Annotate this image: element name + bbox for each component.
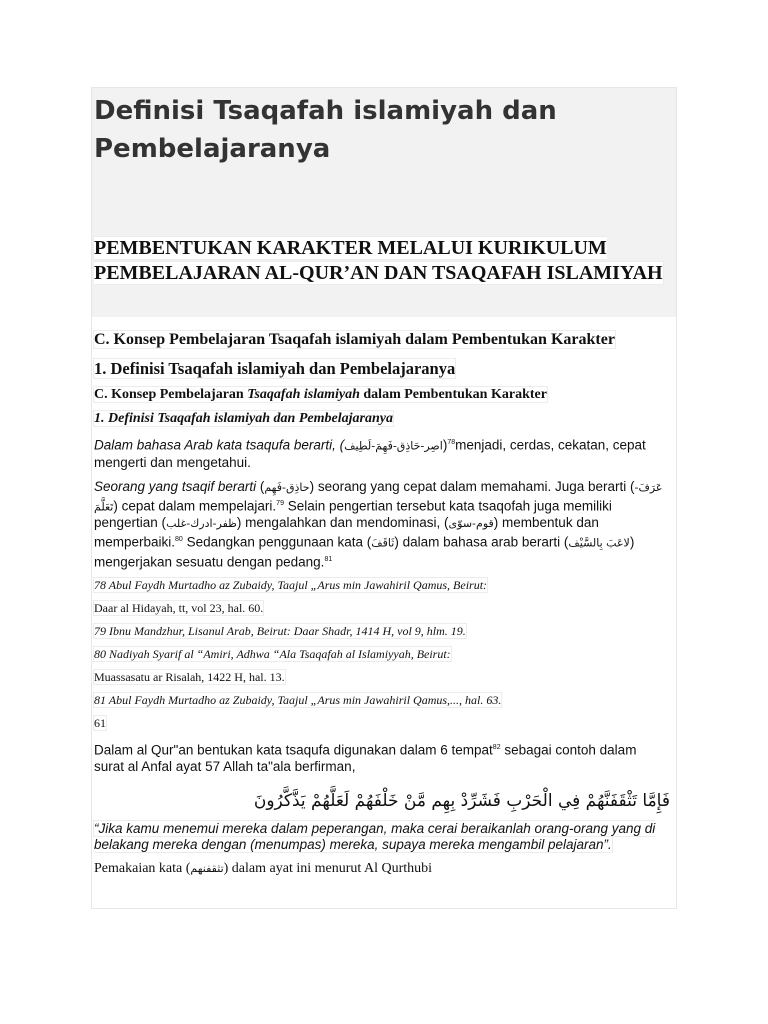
paragraph-3 (94, 740, 670, 775)
para2-arabic3: ظفر-ادرك-غلب (166, 517, 237, 530)
quran-verse: فَإِمَّا تَثْقَفَنَّهُمْ فِي الْحَرْبِ فَشَرِّدْ بِهِم مَّنْ خَلْفَهُمْ لَعَلَّهُمْ يَذَّكَّرُونَ (253, 790, 670, 811)
footnote-78b-text: Daar al Hidayah, tt, vol 23, hal. 60. (94, 601, 264, 615)
para2-arabic5: ثَاقَفَ (371, 536, 395, 550)
para2-t2: cepat dalam mempelajari. (117, 498, 277, 513)
document-subtitle (94, 236, 664, 286)
section-c-small-italic: Tsaqafah islamiyah (247, 387, 360, 402)
section-1-small: 1. Definisi Tsaqafah islamiyah dan Pembelajaranya (94, 411, 393, 426)
footnote-81-text: 81 Abul Faydh Murtadho az Zubaidy, Taajul „Arus min Jawahiril Qamus,..., hal. 63. (94, 693, 502, 707)
para2-t4: mengalahkan dan mendominasi, ( (241, 515, 449, 530)
para4-t2: ) dalam ayat ini menurut Al Qurthubi (223, 860, 433, 876)
verse-translation (94, 821, 670, 853)
para2-arabic2: عَرَفَ-تَعَلَّمَ (94, 480, 663, 513)
para3-t1: Dalam al Qur"an bentukan kata tsaqufa digunakan dalam 6 tempat (94, 742, 493, 758)
footnote-ref-78[interactable]: 78 (447, 439, 456, 446)
section-c-small-pre: C. Konsep Pembelajaran (94, 387, 248, 402)
para1-lead: Dalam bahasa Arab kata tsaqufa berarti, ( (94, 437, 345, 453)
footnote-80a-text: 80 Nadiyah Syarif al “Amiri, Adhwa “Ala Tsaqafah al Islamiyyah, Beirut: (94, 647, 451, 661)
para1-arabic: اصِر-حَاذِق-فَهِمَ-لَطِيف (344, 439, 443, 453)
para3-t2: sebagai contoh dalam surat al Anfal ayat 57 Allah ta"ala berfirman, (94, 742, 637, 774)
section-c-small-post: dalam Pembentukan Karakter (359, 387, 547, 402)
para2-t1: seorang yang cepat dalam memahami. Juga berarti ( (314, 478, 635, 494)
footnote-78a (94, 578, 670, 592)
footnote-79 (94, 624, 670, 638)
para2-arabic1: حاذِق-فَهِم (264, 480, 310, 494)
para2-t3: Selain pengertian tersebut kata tsaqofah juga memiliki pengertian ( (94, 498, 612, 530)
para4-arabic: تثقفنهم (190, 861, 224, 875)
para1-rest: menjadi, cerdas, cekatan, cepat mengerti dan mengetahui. (94, 437, 646, 470)
footnote-81 (94, 693, 670, 707)
translation-text: “Jika kamu menemui mereka dalam peperangan, maka cerai beraikanlah orang-orang yang di belakang mereka dengan (menumpas) mereka, supaya mereka mengambil pelajaran”. (94, 820, 656, 852)
footnote-ref-80[interactable]: 80 (175, 536, 183, 543)
footnote-79-text: 79 Ibnu Mandzhur, Lisanul Arab, Beirut: Daar Shadr, 1414 H, vol 9, hlm. 19. (94, 624, 466, 638)
footnote-80a (94, 647, 670, 661)
document-header (92, 88, 676, 317)
section-c-text: C. Konsep Pembelajaran Tsaqafah islamiyah dalam Pembentukan Karakter (94, 331, 615, 348)
footnote-78b (94, 601, 670, 615)
page-number (94, 716, 670, 730)
para2-arabic6: لاعَبَ بِالسَّيْف (568, 536, 630, 550)
footnote-ref-82[interactable]: 82 (492, 744, 501, 751)
paragraph-2: Seorang yang tsaqif berarti (حاذِق-فَهِم) seorang yang cepat dalam memahami. Juga berarti (عَرَفَ-تَعَلَّمَ) cepat dalam mempelajari.$^{79}$ Selain pengertian tersebut kata tsaqofah juga memiliki pengertian (ظفر-ادرك-غلب) mengalahkan dan mendominasi, (قوم-سوّى) membentuk dan memperbaiki.$^{80}$ Sedangkan penggunaan kata (ثَاقَفَ) dalam bahasa arab berarti (لاعَبَ بِالسَّيْف) mengerjakan sesuatu dengan pedang.$^{81}$ (94, 478, 663, 569)
para2-t5: membentuk dan memperbaiki. (94, 515, 599, 550)
footnote-78a-text: 78 Abul Faydh Murtadho az Zubaidy, Taajul „Arus min Jawahiril Qamus, Beirut: (94, 578, 488, 592)
section-1-text: 1. Definisi Tsaqafah islamiyah dan Pembelajaranya (94, 359, 456, 378)
footnotes (94, 578, 670, 730)
para2-t7: dalam bahasa arab berarti ( (398, 534, 569, 550)
para2-t8: mengerjakan sesuatu dengan pedang. (94, 554, 325, 569)
footnote-ref-81[interactable]: 81 (324, 555, 333, 563)
footnote-80b (94, 670, 670, 684)
section-1-subheading (94, 411, 670, 427)
paragraph-4 (94, 861, 670, 877)
section-1-heading (94, 358, 670, 379)
document-page (91, 87, 677, 909)
para4-t1: Pemakaian kata ( (94, 860, 191, 876)
para2-lead: Seorang yang tsaqif berarti (94, 478, 257, 494)
section-c-subheading (94, 387, 670, 403)
document-body (94, 331, 670, 877)
paragraph-1: Dalam bahasa Arab kata tsaqufa berarti, (اصِر-حَاذِق-فَهِمَ-لَطِيف)$^{78}$menjadi, cerdas, cekatan, cepat mengerti dan mengetahui. (94, 437, 646, 470)
para2-arabic4: قوم-سوّى (448, 517, 494, 530)
footnote-80b-text: Muassasatu ar Risalah, 1422 H, hal. 13. (94, 670, 285, 684)
page-title: Definisi Tsaqafah islamiyah dan Pembelajaranya (94, 96, 557, 164)
page-number-text: 61 (94, 716, 106, 730)
para2-t6: Sedangkan penggunaan kata ( (182, 534, 372, 550)
section-c-small (94, 387, 547, 402)
section-c-heading (94, 329, 670, 350)
footnote-ref-79[interactable]: 79 (276, 499, 284, 507)
subtitle-text: PEMBENTUKAN KARAKTER MELALUI KURIKULUM PEMBELAJARAN AL-QUR’AN DAN TSAQAFAH ISLAMIYAH (94, 237, 663, 284)
